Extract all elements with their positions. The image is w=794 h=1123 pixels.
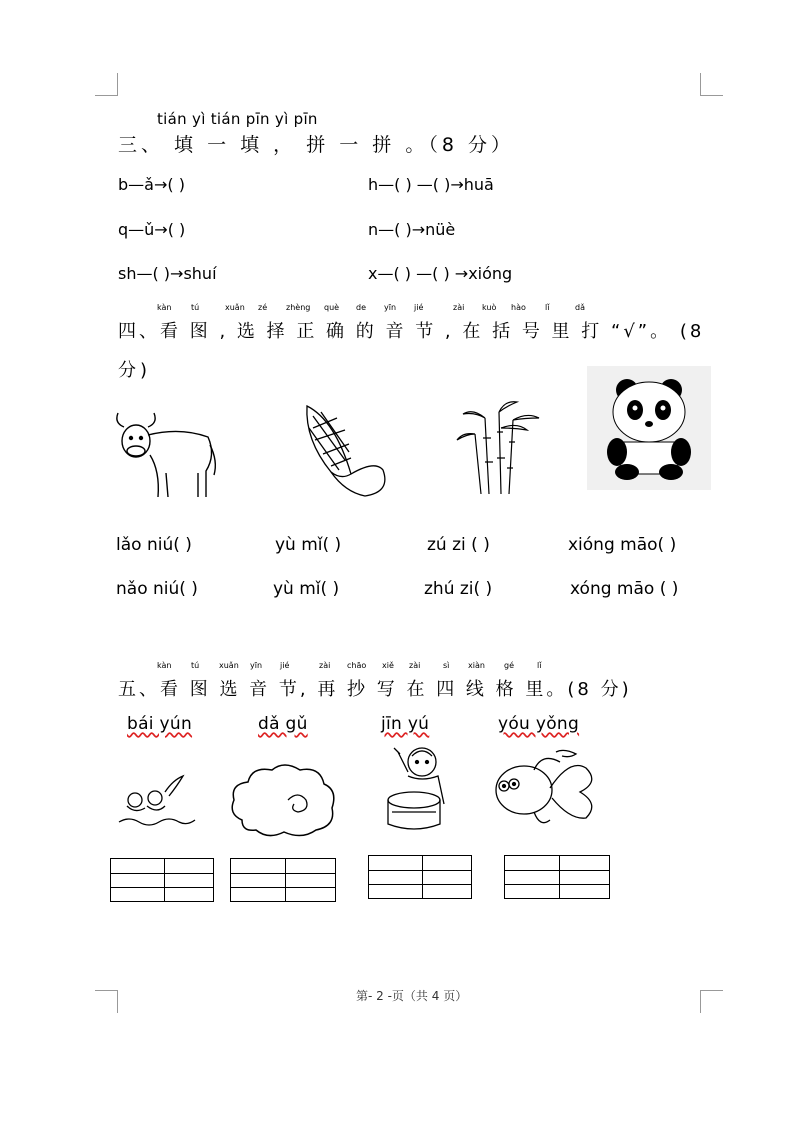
s5-pinyin: zài	[409, 661, 421, 670]
option-yu-mi-2[interactable]: yù mǐ( )	[273, 579, 340, 599]
s5-pinyin: tú	[191, 661, 200, 670]
s5-pinyin: kàn	[157, 661, 172, 670]
option-nao-niu[interactable]: nǎo niú( )	[116, 579, 198, 599]
word-da-gu: dǎ gǔ	[258, 714, 308, 734]
section3-pinyin: tián yì tián pīn yì pīn	[157, 110, 318, 128]
four-line-grid-4[interactable]	[504, 855, 610, 899]
swimming-picture	[117, 772, 197, 832]
s3-row3-right: x—( ) —( ) →xióng	[368, 264, 513, 283]
s3-row1-right: h—( ) —( )→huā	[368, 175, 494, 194]
s5-pinyin: xiàn	[468, 661, 485, 670]
s3-row1-left: b—ǎ→( )	[118, 175, 185, 194]
option-zu-zi[interactable]: zú zi ( )	[427, 535, 490, 555]
s5-pinyin: sì	[443, 661, 450, 670]
crop-mark-bottom-right	[700, 990, 723, 1013]
s4-pinyin: yīn	[384, 303, 397, 312]
goldfish-picture	[490, 748, 604, 828]
four-line-grid-1[interactable]	[110, 858, 214, 902]
section5-title: 五、看 图 选 音 节, 再 抄 写 在 四 线 格 里。(8 分)	[118, 679, 632, 700]
s5-pinyin: xuǎn	[219, 661, 239, 670]
s3-row2-left: q—ǔ→( )	[118, 220, 186, 239]
option-xiong-mao-1[interactable]: xióng māo( )	[568, 535, 677, 555]
crop-mark-top-left	[95, 73, 118, 96]
s4-pinyin: hào	[511, 303, 526, 312]
section4-title-line2: 分)	[118, 360, 152, 381]
option-xiong-mao-2[interactable]: xóng māo ( )	[570, 579, 679, 599]
s5-pinyin: yīn	[250, 661, 263, 670]
s4-pinyin: jié	[414, 303, 424, 312]
crop-mark-top-right	[700, 73, 723, 96]
section4-pinyin-row	[157, 303, 597, 315]
page-footer: 第- 2 -页（共 4 页）	[356, 989, 468, 1003]
panda-picture	[587, 366, 711, 490]
section3-title: 三、 填 一 填 ， 拼 一 拼 。（8 分）	[118, 134, 514, 156]
s4-pinyin: què	[324, 303, 340, 312]
four-line-grid-3[interactable]	[368, 855, 472, 899]
s4-pinyin: kàn	[157, 303, 172, 312]
panda-picture-frame	[587, 366, 711, 490]
s3-row2-right: n—( )→nüè	[368, 220, 456, 239]
s4-pinyin: de	[356, 303, 366, 312]
option-yu-mi-1[interactable]: yù mǐ( )	[275, 535, 342, 555]
s4-pinyin: tú	[191, 303, 200, 312]
word-you-yong: yóu yǒng	[498, 714, 580, 734]
s5-pinyin: xiě	[382, 661, 394, 670]
drum-picture	[378, 742, 462, 836]
section4-title-line1: 四、看 图 , 选 择 正 确 的 音 节 , 在 括 号 里 打 “√”。 (8	[118, 321, 705, 342]
word-jin-yu: jīn yú	[381, 714, 430, 734]
s5-pinyin: gé	[504, 661, 514, 670]
s4-pinyin: zé	[258, 303, 268, 312]
s5-pinyin: jié	[280, 661, 290, 670]
option-lao-niu[interactable]: lǎo niú( )	[116, 535, 192, 555]
s4-pinyin: zhèng	[286, 303, 311, 312]
s5-pinyin: zài	[319, 661, 331, 670]
word-bai-yun: bái yún	[127, 714, 193, 734]
section5-pinyin-row	[157, 661, 557, 673]
s4-pinyin: kuò	[482, 303, 497, 312]
s4-pinyin: dǎ	[575, 303, 585, 312]
s3-row3-left: sh—( )→shuí	[118, 264, 217, 283]
s4-pinyin: zài	[453, 303, 465, 312]
s4-pinyin: lǐ	[545, 303, 550, 312]
s4-pinyin: xuǎn	[225, 303, 245, 312]
ox-picture	[110, 405, 220, 505]
four-line-grid-2[interactable]	[230, 858, 336, 902]
s5-pinyin: lǐ	[537, 661, 542, 670]
option-zhu-zi[interactable]: zhú zi( )	[424, 579, 493, 599]
corn-picture	[295, 400, 395, 500]
cloud-picture	[228, 760, 338, 840]
crop-mark-bottom-left	[95, 990, 118, 1013]
s5-pinyin: chāo	[347, 661, 367, 670]
bamboo-picture	[455, 398, 545, 498]
